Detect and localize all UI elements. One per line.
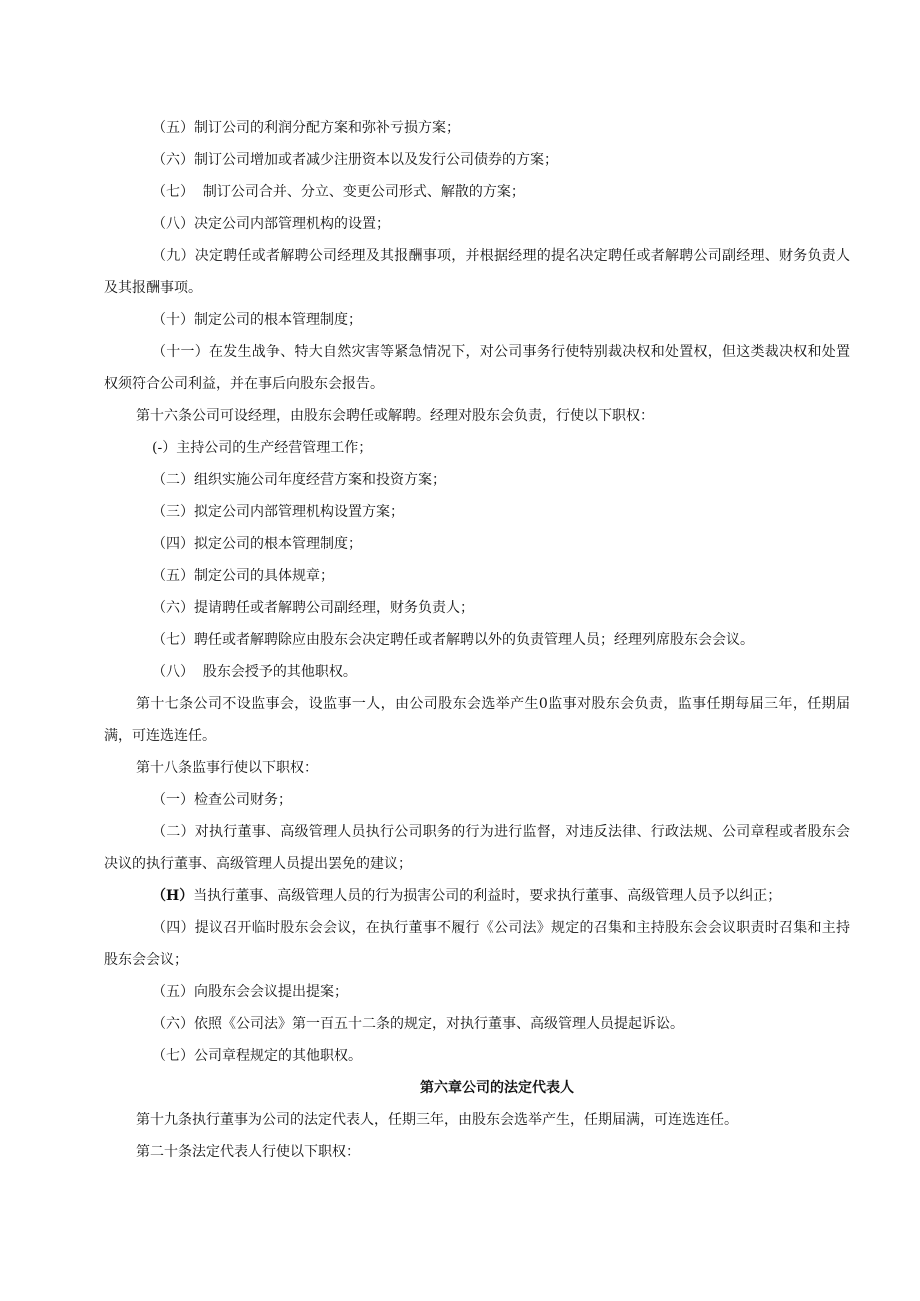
paragraph: （七）公司章程规定的其他职权。 <box>152 1048 362 1064</box>
paragraph: （八） 股东会授予的其他职权。 <box>152 664 357 680</box>
paragraph: （五）向股东会会议提出提案； <box>152 984 348 1000</box>
paragraph: （六）制订公司增加或者减少注册资本以及发行公司债券的方案； <box>152 152 558 168</box>
paragraph: （二）对执行董事、高级管理人员执行公司职务的行为进行监督，对违反法律、行政法规、公司章程或者股东会决议的执行董事、高级管理人员提出罢免的建议； <box>104 824 850 872</box>
paragraph-text: 当执行董事、高级管理人员的行为损害公司的利益时，要求执行董事、高级管理人员予以纠正； <box>193 888 782 904</box>
paragraph: （六）依照《公司法》第一百五十二条的规定，对执行董事、高级管理人员提起诉讼。 <box>152 1016 684 1032</box>
paragraph: （三）拟定公司内部管理机构设置方案； <box>152 504 404 520</box>
article-paragraph: 第十六条公司可设经理，由股东会聘任或解聘。经理对股东会负责，行使以下职权： <box>136 408 654 424</box>
paragraph: （四）提议召开临时股东会会议，在执行董事不履行《公司法》规定的召集和主持股东会会议职责时召集和主持股东会会议； <box>104 920 850 968</box>
paragraph: (-）主持公司的生产经营管理工作； <box>152 440 373 456</box>
paragraph: （七）聘任或者解聘除应由股东会决定聘任或者解聘以外的负责管理人员；经理列席股东会会议。 <box>152 632 754 648</box>
paragraph: （四）拟定公司的根本管理制度； <box>152 536 362 552</box>
item-marker: （H） <box>152 888 194 904</box>
paragraph <box>104 880 850 912</box>
paragraph: （十一）在发生战争、特大自然灾害等紧急情况下，对公司事务行使特别裁决权和处置权，但这类裁决权和处置权须符合公司利益，并在事后向股东会报告。 <box>104 344 850 392</box>
paragraph: （六）提请聘任或者解聘公司副经理，财务负责人； <box>152 600 474 616</box>
paragraph: （八）决定公司内部管理机构的设置； <box>152 216 390 232</box>
paragraph: （二）组织实施公司年度经营方案和投资方案； <box>152 472 446 488</box>
article-paragraph: 第十七条公司不设监事会，设监事一人，由公司股东会选举产生0监事对股东会负责，监事任期每届三年，任期届满，可连选连任。 <box>104 696 850 744</box>
article-paragraph: 第十八条监事行使以下职权： <box>136 760 318 776</box>
document-body <box>104 112 850 1168</box>
paragraph: （一）检查公司财务； <box>152 792 292 808</box>
chapter-heading: 第六章公司的法定代表人 <box>420 1080 574 1096</box>
paragraph: （五）制订公司的利润分配方案和弥补亏损方案； <box>152 120 460 136</box>
paragraph: （五）制定公司的具体规章； <box>152 568 334 584</box>
article-paragraph: 第十九条执行董事为公司的法定代表人，任期三年，由股东会选举产生，任期届满，可连选连任。 <box>136 1112 738 1128</box>
paragraph: （九）决定聘任或者解聘公司经理及其报酬事项，并根据经理的提名决定聘任或者解聘公司副经理、财务负责人及其报酬事项。 <box>104 248 850 296</box>
paragraph: （十）制定公司的根本管理制度； <box>152 312 362 328</box>
paragraph: （七） 制订公司合并、分立、变更公司形式、解散的方案； <box>152 184 525 200</box>
article-paragraph: 第二十条法定代表人行使以下职权： <box>136 1144 360 1160</box>
